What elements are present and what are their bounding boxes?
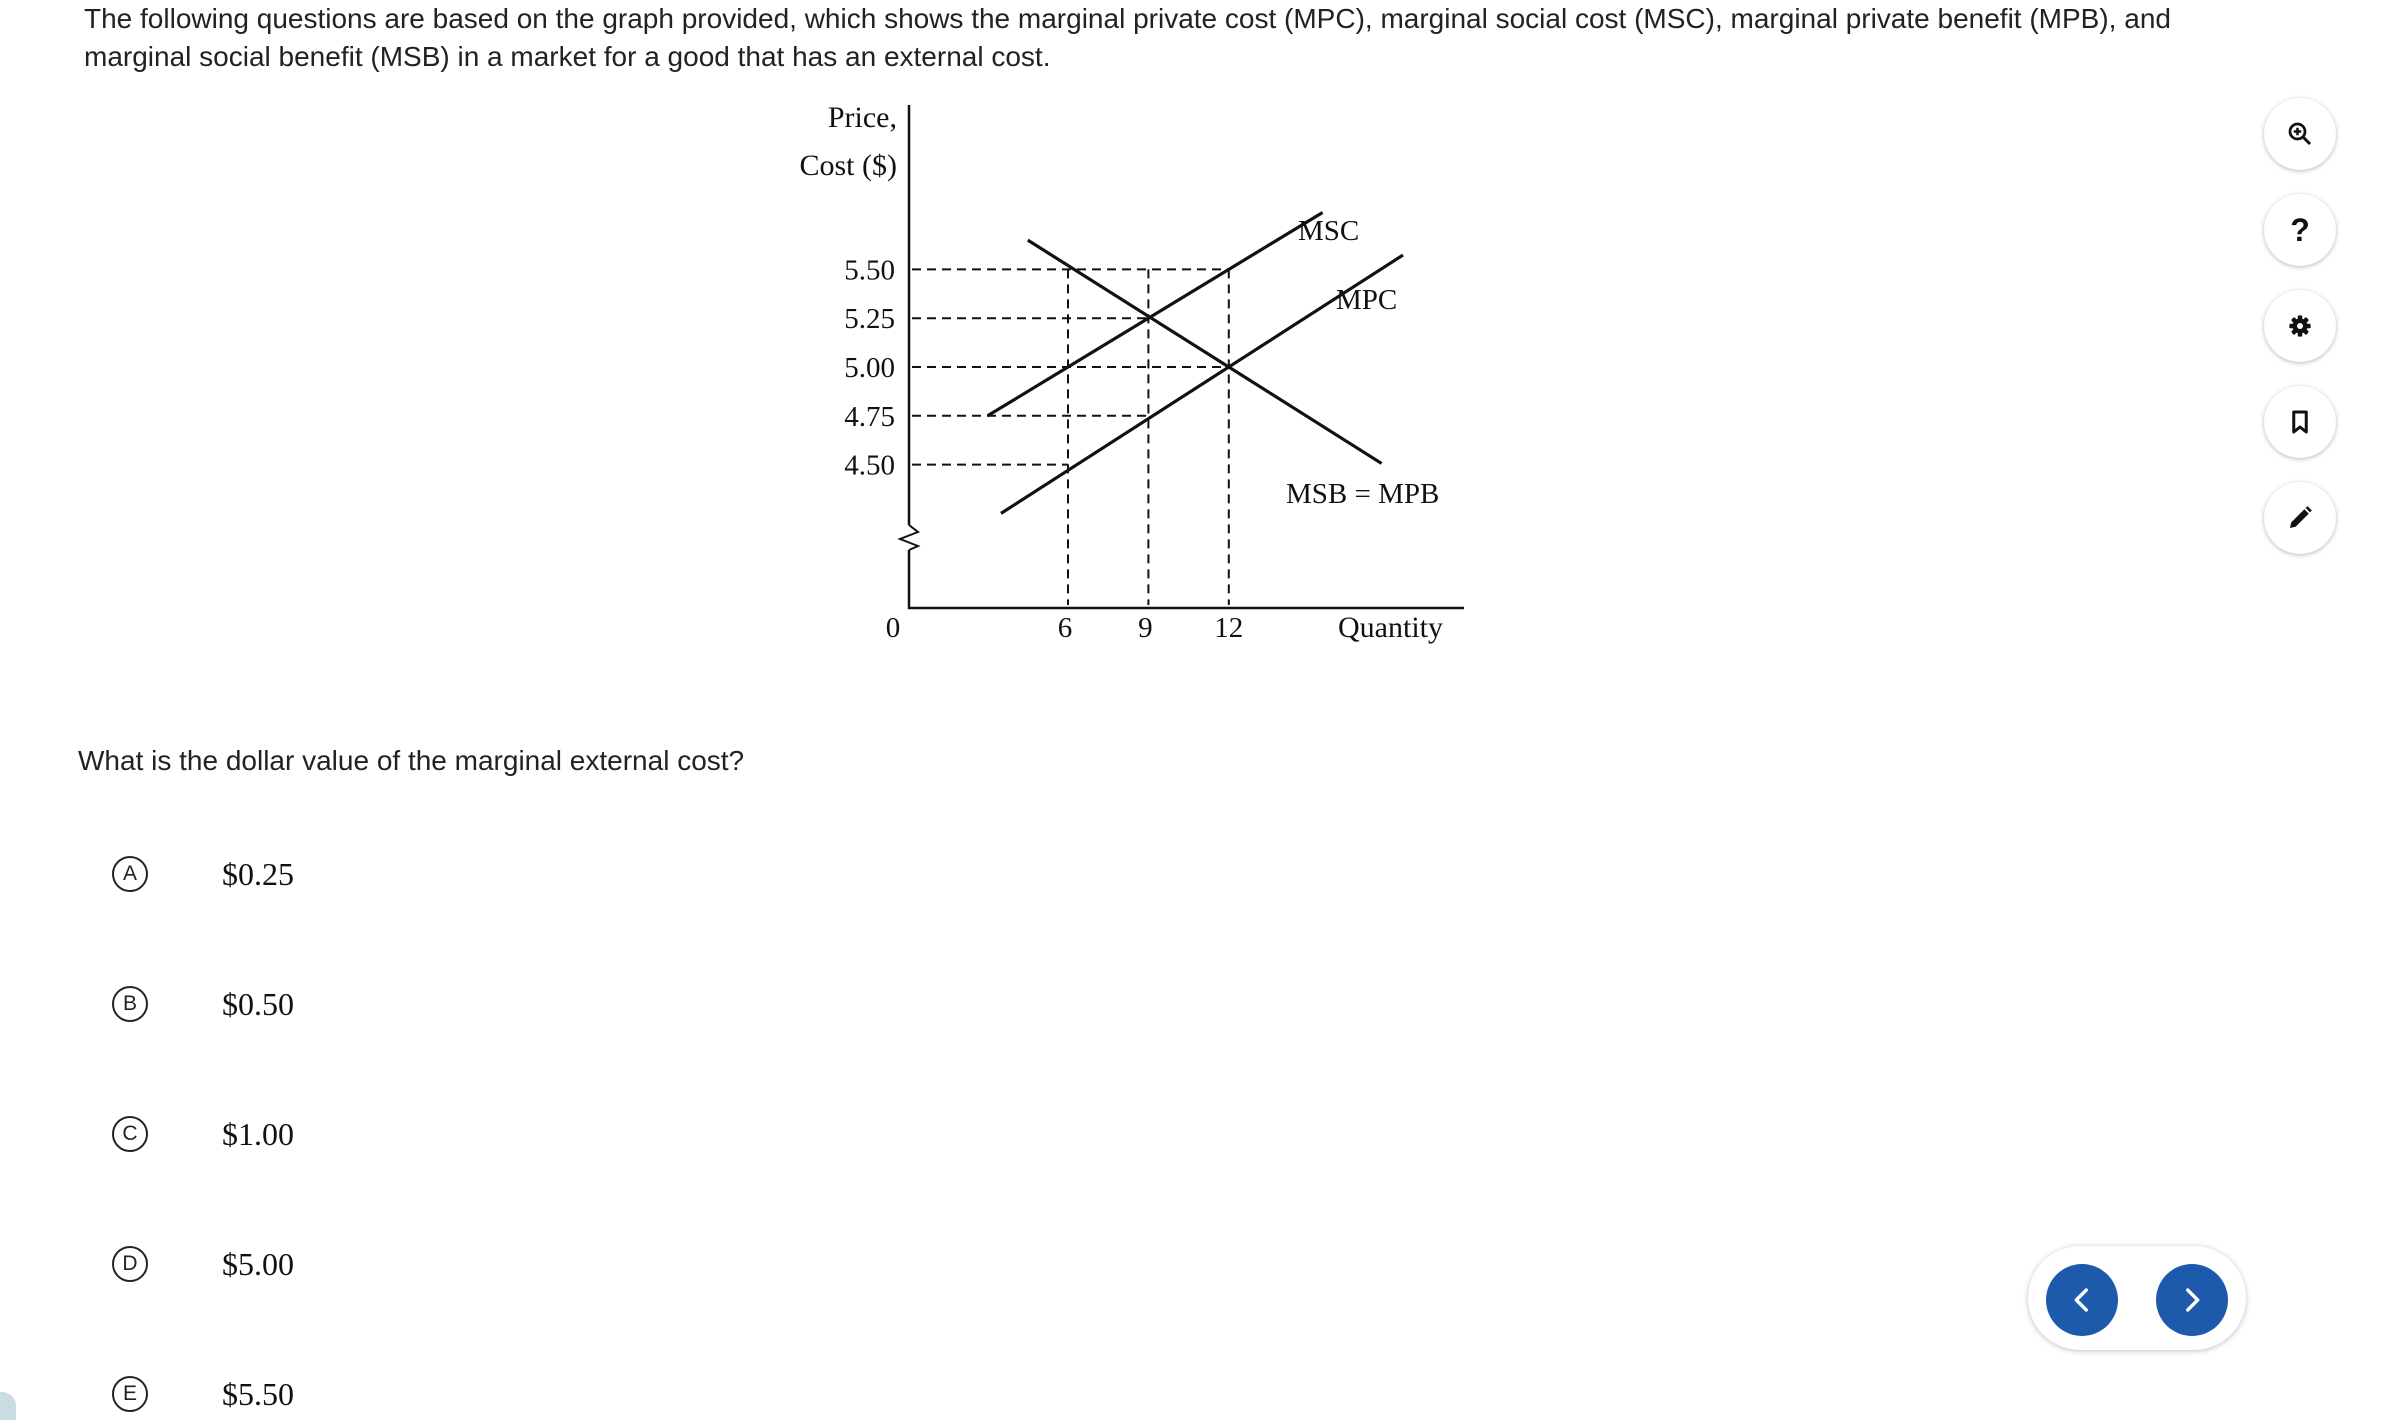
y-tick-1: 5.25 <box>844 303 895 336</box>
bookmark-icon <box>2285 407 2315 437</box>
economics-graph <box>770 95 1490 655</box>
choice-b[interactable] <box>112 979 294 1029</box>
label-msc: MSC <box>1298 215 1360 247</box>
choice-e-text: $5.50 <box>222 1375 294 1412</box>
annotate-button[interactable] <box>2264 482 2336 554</box>
chevron-right-icon <box>2175 1283 2209 1317</box>
settings-button[interactable] <box>2264 290 2336 362</box>
label-mpc: MPC <box>1336 284 1398 316</box>
help-icon: ? <box>2290 211 2310 248</box>
zoom-button[interactable] <box>2264 98 2336 170</box>
bookmark-button[interactable] <box>2264 386 2336 458</box>
y-tick-0: 5.50 <box>844 254 895 287</box>
origin-label: 0 <box>885 612 901 644</box>
x-tick-1: 9 <box>1138 612 1153 644</box>
choice-d[interactable] <box>112 1239 294 1289</box>
chevron-left-icon <box>2065 1283 2099 1317</box>
y-axis-label-line1: Price, <box>827 101 897 134</box>
choice-a[interactable] <box>112 849 294 899</box>
y-tick-2: 5.00 <box>844 352 895 384</box>
curve-msb-mpb <box>1028 240 1382 463</box>
x-tick-2: 12 <box>1214 612 1244 644</box>
x-axis-label: Quantity <box>1338 611 1443 644</box>
choice-c-letter: C <box>112 1116 148 1152</box>
choice-e[interactable] <box>112 1369 294 1419</box>
chart-svg <box>770 95 1490 655</box>
navigation-controls <box>2028 1246 2246 1350</box>
curves <box>988 212 1403 513</box>
choice-e-letter: E <box>112 1376 148 1412</box>
next-button[interactable] <box>2156 1264 2228 1336</box>
y-tick-4: 4.50 <box>844 449 895 482</box>
choice-d-text: $5.00 <box>222 1245 294 1282</box>
help-button[interactable] <box>2264 194 2336 266</box>
x-tick-0: 6 <box>1057 612 1073 644</box>
y-axis-label-line2: Cost ($) <box>799 149 897 182</box>
question-stem <box>84 0 2224 76</box>
choice-c[interactable] <box>112 1109 294 1159</box>
choice-b-letter: B <box>112 986 148 1022</box>
choice-a-letter: A <box>112 856 148 892</box>
curve-msc <box>988 212 1323 415</box>
previous-button[interactable] <box>2046 1264 2118 1336</box>
corner-decoration <box>0 1392 16 1420</box>
stem-line-2: marginal social benefit (MSB) in a market for a good that has an external cost. <box>84 41 1051 72</box>
y-tick-3: 4.75 <box>844 400 895 433</box>
choice-a-text: $0.25 <box>222 855 294 892</box>
reference-lines <box>912 269 1229 605</box>
zoom-in-icon <box>2285 119 2315 149</box>
settings-icon <box>2285 311 2315 341</box>
pencil-icon <box>2285 503 2315 533</box>
axis-break <box>900 525 918 550</box>
stem-line-1: The following questions are based on the graph provided, which shows the marginal private cost (MPC), marginal social cost (MSC), marginal private benefit (MPB), and <box>84 3 2171 34</box>
question-text: What is the dollar value of the marginal external cost? <box>78 745 745 776</box>
label-msb-mpb: MSB = MPB <box>1286 478 1440 510</box>
choice-d-letter: D <box>112 1246 148 1282</box>
choice-c-text: $1.00 <box>222 1115 294 1152</box>
choice-b-text: $0.50 <box>222 985 294 1022</box>
chart-labels <box>800 101 1444 644</box>
